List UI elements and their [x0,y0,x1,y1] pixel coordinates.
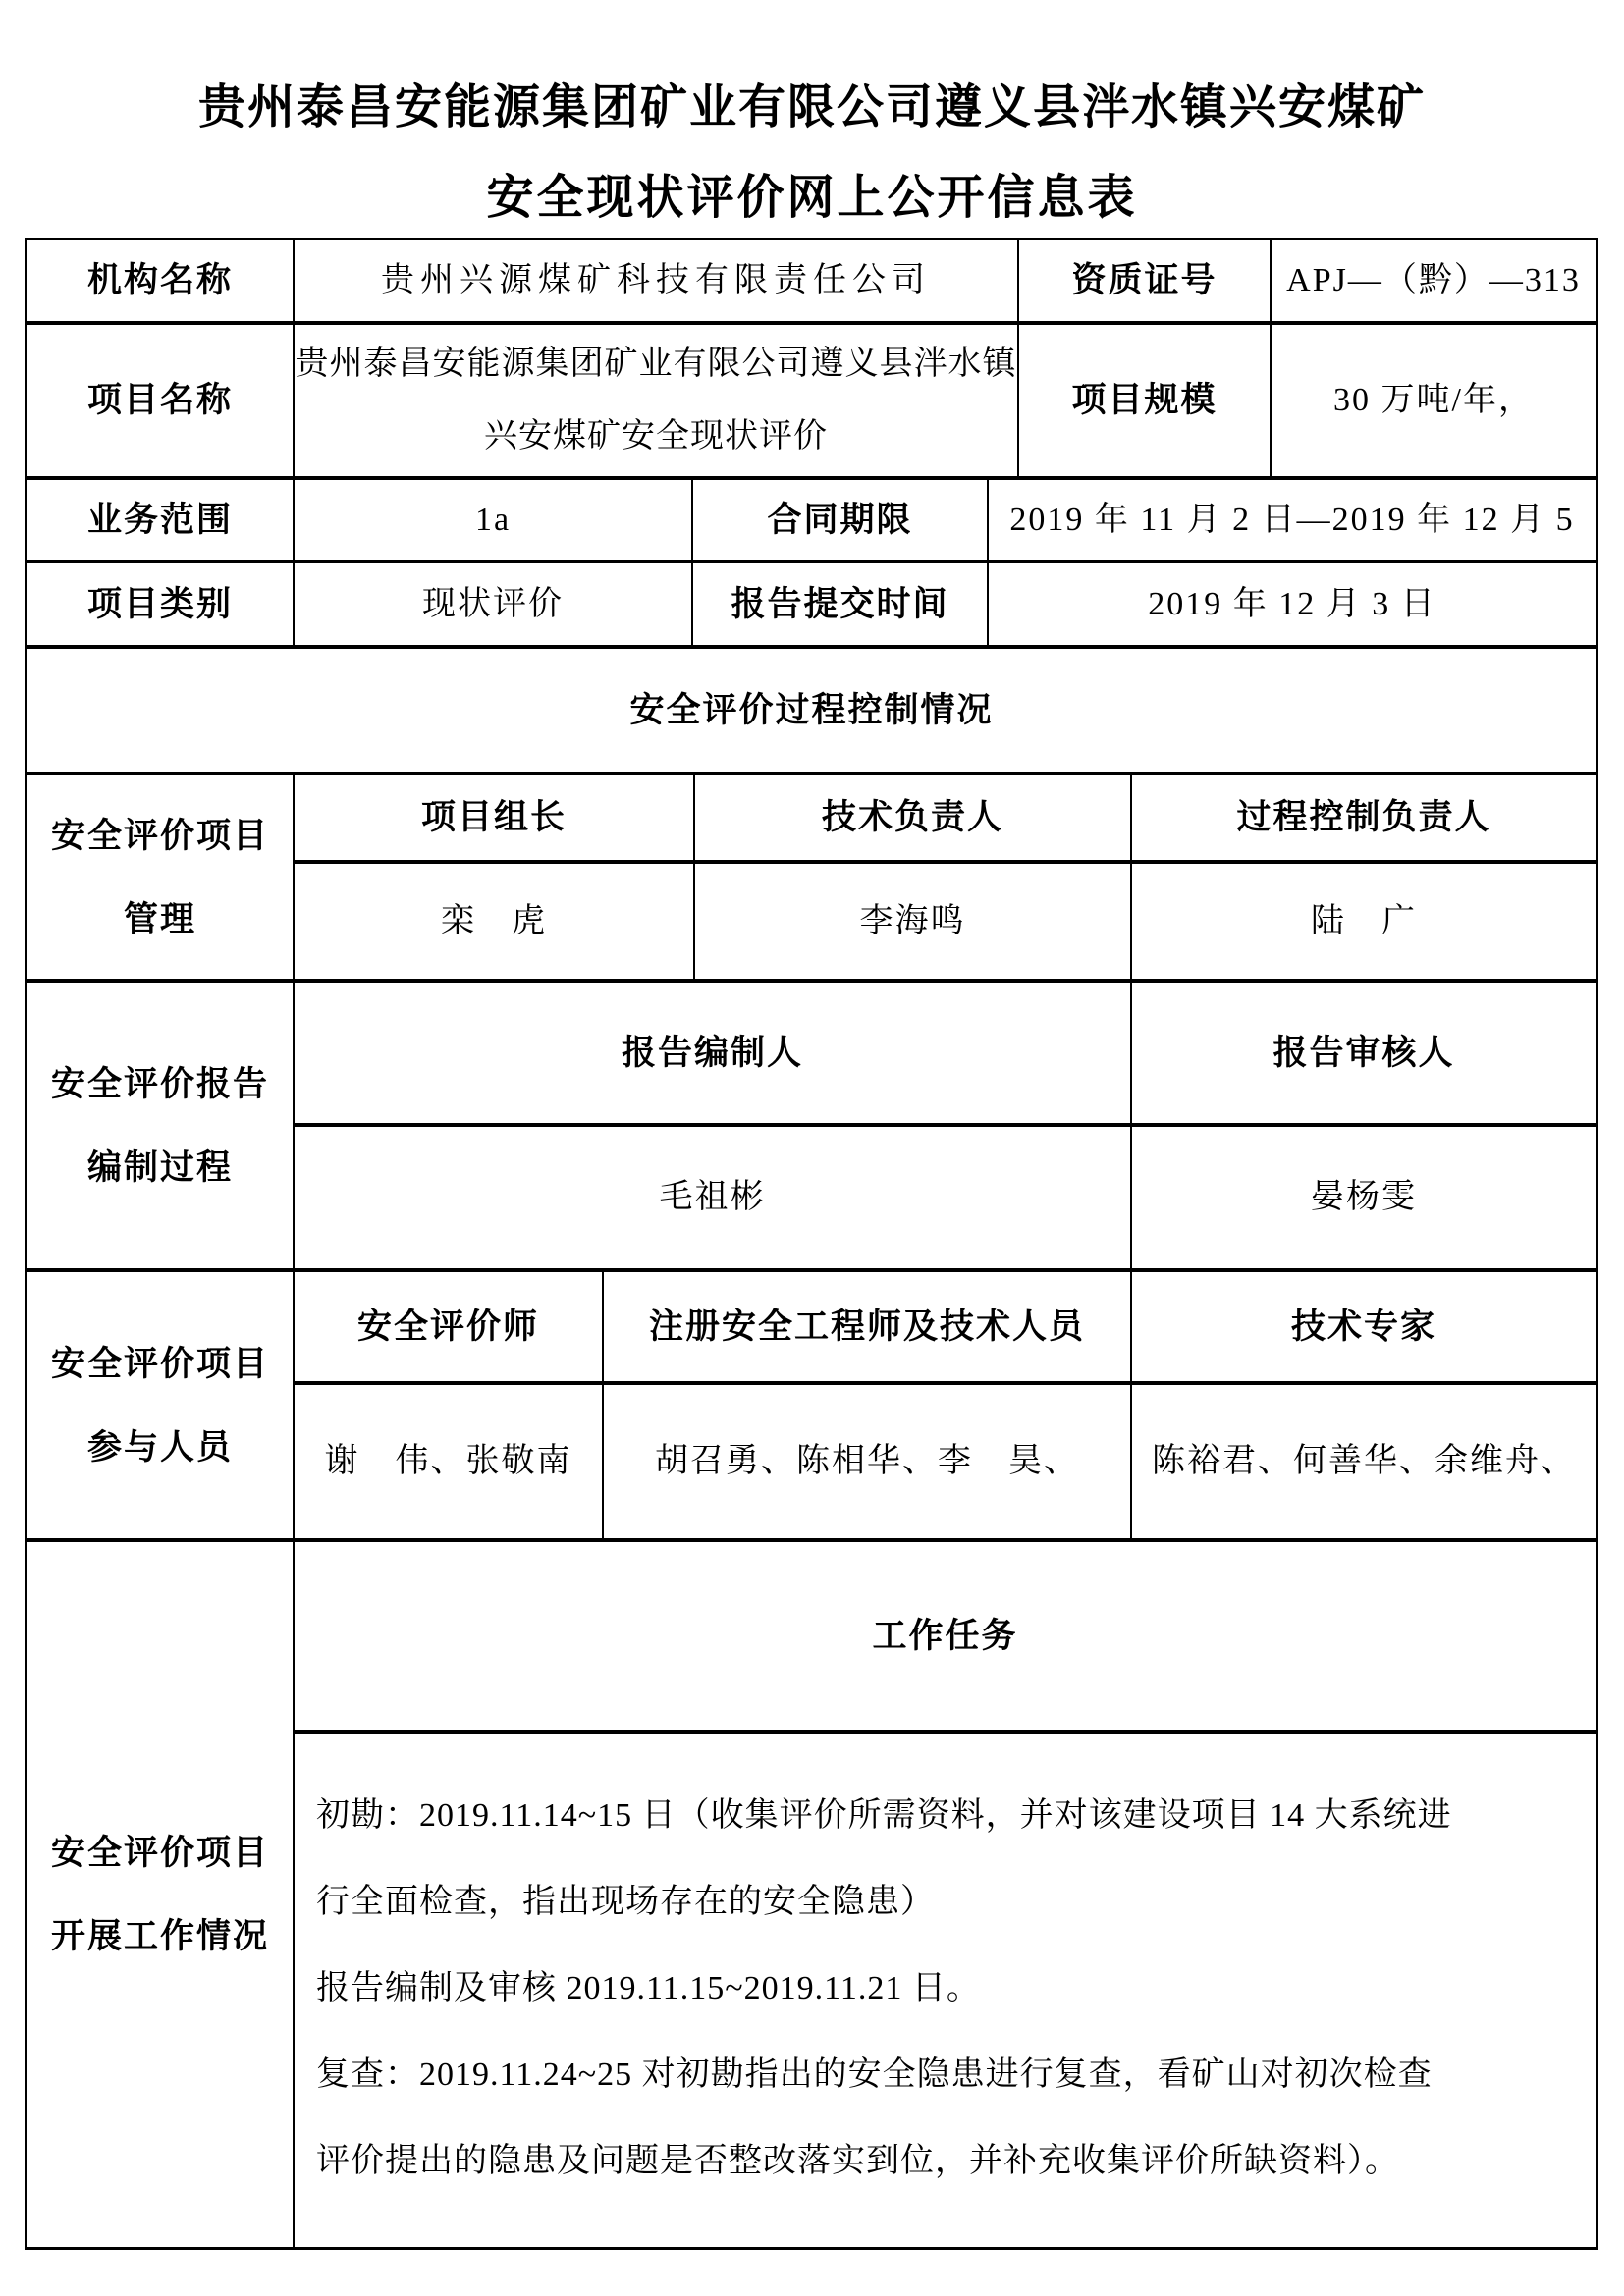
management-value-tech: 李海鸣 [695,864,1132,979]
project-name-value-line2: 兴安煤矿安全现状评价 [484,418,828,454]
process-control-banner: 安全评价过程控制情况 [629,690,994,729]
row-organization [27,240,1596,325]
management-header-process: 过程控制负责人 [1236,798,1491,836]
work-side-label-line2: 开展工作情况 [50,1917,269,1955]
report-header-writer: 报告编制人 [295,983,1132,1123]
report-header-reviewer: 报告审核人 [1272,1033,1455,1072]
project-name-label: 项目名称 [27,325,295,476]
row-business-scope [27,480,1596,563]
business-scope-value: 1a [295,480,693,560]
work-detail-row [295,1734,1596,2247]
work-detail-line-1: 初勘：2019.11.14~15 日（收集评价所需资料，并对该建设项目 14 大系统进 [316,1797,1452,1834]
report-value-row [295,1127,1596,1268]
report-side-label-line2: 编制过程 [86,1148,233,1187]
participants-side-label [27,1272,295,1538]
management-header-leader: 项目组长 [295,775,695,860]
report-header-row [295,983,1596,1127]
contract-period-label: 合同期限 [693,480,989,560]
management-header-row [295,775,1596,864]
participants-value-assessor: 谢 伟、张敬南 [295,1385,604,1538]
management-body [295,775,1596,979]
report-body [295,983,1596,1268]
report-value-writer: 毛祖彬 [295,1127,1132,1268]
section-participants [27,1272,1596,1542]
title-line-2: 安全现状评价网上公开信息表 [486,172,1138,224]
management-value-leader: 栾 虎 [295,864,695,979]
participants-header-expert: 技术专家 [1290,1307,1436,1346]
management-header-tech: 技术负责人 [695,775,1132,860]
org-name-label: 机构名称 [27,240,295,321]
row-project-category [27,563,1596,649]
management-side-label [27,775,295,979]
work-side-label [27,1542,295,2247]
title-line-1: 贵州泰昌安能源集团矿业有限公司遵义县泮水镇兴安煤矿 [197,81,1426,133]
participants-header-row [295,1272,1596,1385]
row-project-name [27,325,1596,480]
work-detail-line-2: 行全面检查，指出现场存在的安全隐患） [316,1884,935,1920]
project-scale-label: 项目规模 [1019,325,1272,476]
work-detail-line-4: 复查：2019.11.24~25 对初勘指出的安全隐患进行复查，看矿山对初次检查 [316,2056,1433,2093]
work-body [295,1542,1596,2247]
section-management [27,775,1596,983]
contract-period-value: 2019 年 11 月 2 日—2019 年 12 月 5 [1009,501,1575,538]
management-value-process: 陆 广 [1311,902,1417,939]
participants-value-row [295,1385,1596,1538]
row-process-control-banner [27,649,1596,775]
management-side-label-line1: 安全评价项目 [50,816,269,855]
work-side-label-line1: 安全评价项目 [50,1834,269,1872]
management-side-label-line2: 管理 [123,899,196,938]
participants-value-expert: 陈裕君、何善华、余维舟、 [1152,1443,1576,1479]
business-scope-label: 业务范围 [27,480,295,560]
report-side-label [27,983,295,1268]
project-category-value: 现状评价 [295,563,693,645]
project-name-value-line1: 贵州泰昌安能源集团矿业有限公司遵义县泮水镇 [295,346,1017,382]
work-detail-line-5: 评价提出的隐患及问题是否整改落实到位，并补充收集评价所缺资料）。 [316,2143,1399,2179]
participants-side-label-line2: 参与人员 [86,1427,233,1467]
cert-number-label: 资质证号 [1019,240,1272,321]
document-title [0,0,1624,223]
management-value-row [295,864,1596,979]
section-report [27,983,1596,1272]
work-detail-line-3: 报告编制及审核 2019.11.15~2019.11.21 日。 [316,1970,981,2006]
report-side-label-line1: 安全评价报告 [50,1064,269,1103]
org-name-value: 贵州兴源煤矿科技有限责任公司 [295,240,1019,321]
report-submit-time-value: 2019 年 12 月 3 日 [1148,585,1436,622]
work-task-header: 工作任务 [872,1616,1018,1655]
work-detail-text [295,1734,1596,2247]
info-table [25,238,1598,2250]
cert-number-value: APJ—（黔）—313 [1286,262,1581,298]
participants-value-engineer: 胡召勇、陈相华、李 昊、 [604,1385,1132,1538]
project-name-value [295,325,1019,476]
participants-header-assessor: 安全评价师 [295,1272,604,1381]
report-value-reviewer: 晏杨雯 [1311,1179,1417,1215]
work-task-header-row [295,1542,1596,1734]
participants-body [295,1272,1596,1538]
participants-side-label-line1: 安全评价项目 [50,1344,269,1383]
project-scale-value: 30 万吨/年， [1333,382,1534,418]
participants-header-engineer: 注册安全工程师及技术人员 [604,1272,1132,1381]
section-work [27,1542,1596,2247]
project-category-label: 项目类别 [27,563,295,645]
report-submit-time-label: 报告提交时间 [693,563,989,645]
